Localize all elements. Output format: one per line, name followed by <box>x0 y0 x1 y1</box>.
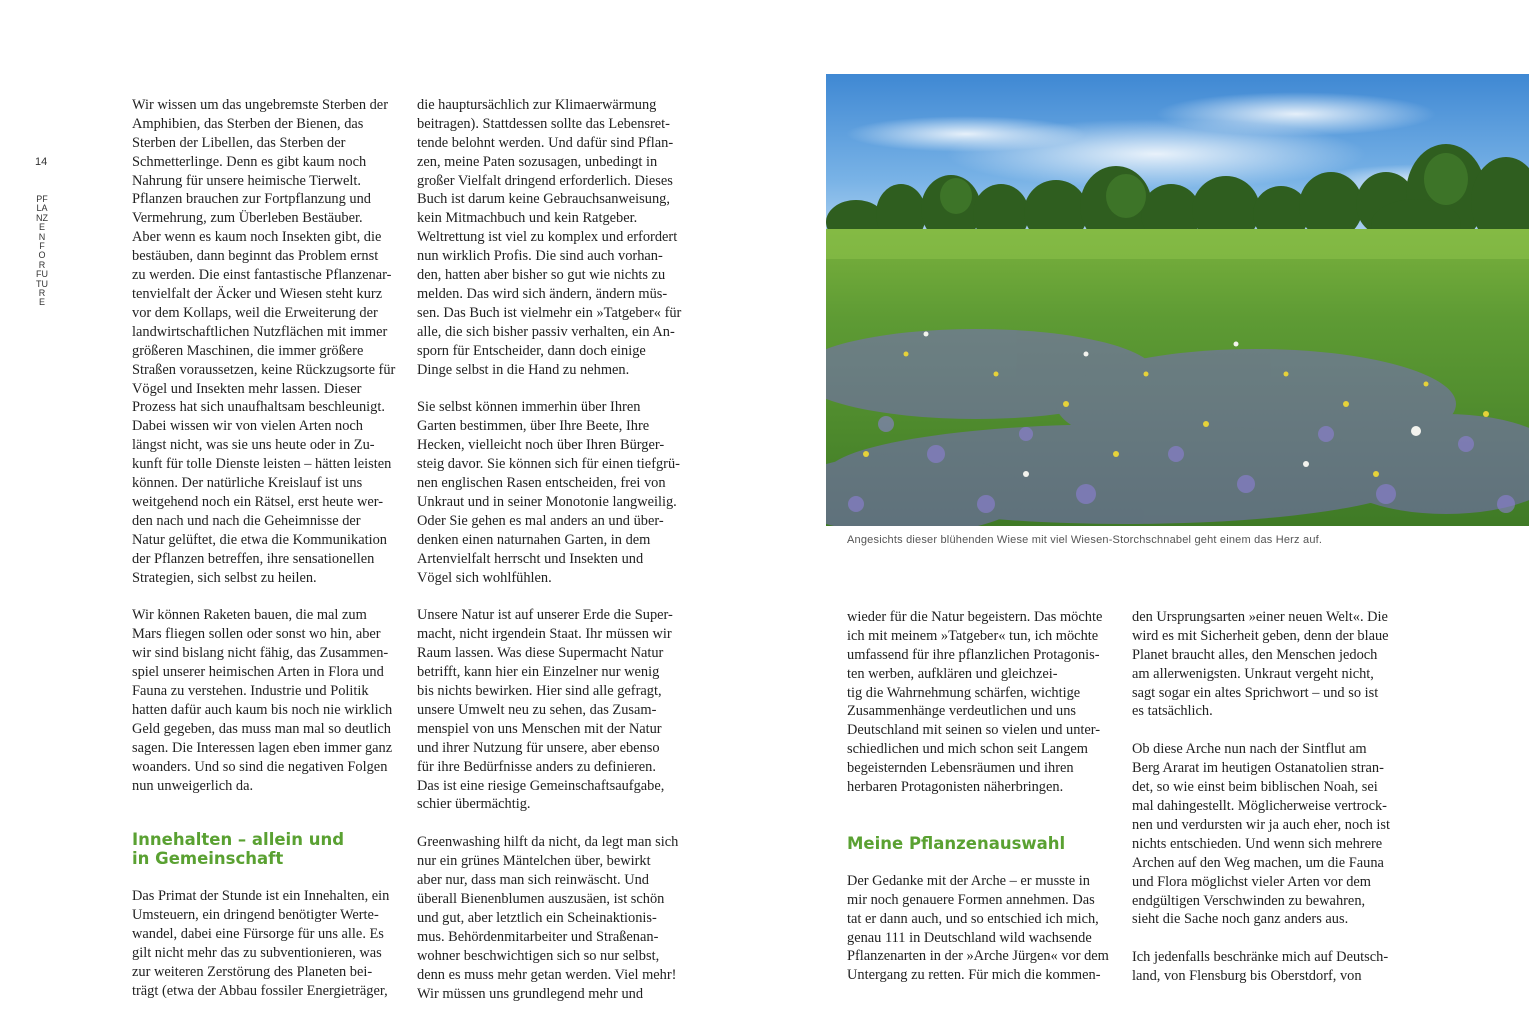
paragraph: den Ursprungsarten »einer neuen Welt«. Die wird es mit Sicherheit geben, denn der blaue Planet braucht alles, den Menschen jedoch am allerwenigsten. Unkraut vergeht nicht, sagt sogar ein altes Sprichwort – und so ist es tatsächlich. <box>1132 608 1389 720</box>
running-head: PFLANZEN FOR FUTURE <box>36 194 48 308</box>
meadow-photo <box>826 74 1529 526</box>
paragraph: wieder für die Natur begeistern. Das möchte ich mit meinem »Tatgeber« tun, ich möchte umfassend für ihre pflanzlichen Protagonis- ten werben, aufklären und gleichzei- tig die Wahrnehmung schärfen, wichtige Zusammenhänge verdeutlichen und uns Deutschland mit seinen so vielen und unter- schiedlichen und mich schon seit Langem begeisternden Lebensräumen und ihren herbaren Protagonisten näherbringen. <box>847 608 1103 796</box>
paragraph: Ich jedenfalls beschränke mich auf Deutsch- land, von Flensburg bis Oberstdorf, von <box>1132 949 1389 985</box>
paragraph: Wir können Raketen bauen, die mal zum Mars fliegen sollen oder sonst wo hin, aber wir sind bislang nicht fähig, das Zusammen- spiel unserer heimischen Arten in Flora und Fauna zu verstehen. Industrie und Politik hatten dafür auch kaum bis noch nie wirklich Geld gegeben, das muss man mal so deutlich sagen. Die Interessen lagen eben immer ganz woanders. Und so sind die negativen Folgen nun unweigerlich da. <box>132 607 393 794</box>
paragraph: die hauptursächlich zur Klimaerwärmung beitragen). Stattdessen sollte das Lebensret- tende belohnt werden. Und dafür sind Pflan- zen, meine Paten sozusagen, unbedingt in großer Vielfalt dringend erforderlich. Dieses Buch ist darum keine Gebrauchsanweisung, kein Mitmachbuch und kein Ratgeber. Weltrettung ist viel zu komplex und erfordert nun wirklich Profis. Die sind auch vorhan- den, hatten aber bisher so gut wie nichts zu melden. Das wird sich ändern, ändern müs- sen. Das Buch ist vielmehr ein »Tatgeber« für alle, die sich bisher passiv verhalten, ein An- sporn für Entscheider, dann doch einige Dinge selbst in die Hand zu nehmen. <box>417 96 682 378</box>
section-heading: Innehalten – allein und in Gemeinschaft <box>132 830 345 869</box>
paragraph: Das Primat der Stunde ist ein Innehalten, ein Umsteuern, ein dringend benötigter Werte- wandel, dabei eine Fürsorge für uns alle. Es gilt nicht mehr das zu subventionieren, was zur weiteren Zerstörung des Planeten bei- trägt (etwa der Abbau fossiler Energieträger, <box>132 888 390 999</box>
paragraph: Wir wissen um das ungebremste Sterben der Amphibien, das Sterben der Bienen, das Sterben der Libellen, das Sterben der Schmetterlinge. Denn es gibt kaum noch Nahrung für unsere heimische Tierwelt. Pflanzen brauchen zur Fortpflanzung und Vermehrung, zum Überleben Bestäuber. Aber wenn es kaum noch Insekten gibt, die bestäuben, dann beginnt das Problem ernst zu werden. Die einst fantastische Pflanzenar- tenvielfalt der Äcker und Wiesen steht kurz vor dem Kollaps, weil die Erweiterung der landwirtschaftlichen Nutzflächen mit immer größeren Maschinen, die immer größere Straßen voraussetzen, keine Rückzugsorte für Vögel und Insekten mehr lassen. Dieser Prozess hat sich unaufhaltsam beschleunigt. Dabei wissen wir von vielen Arten noch längst nicht, was sie uns heute oder in Zu- kunft für tolle Dienste leisten – hätten leisten können. Der natürliche Kreislauf ist uns weitgehend noch ein Rätsel, erst heute wer- den nach und nach die Geheimnisse der Natur gelüftet, die etwa die Kommunikation der Pflanzen betreffen, ihre sensationellen Strategien, sich selbst zu heilen. <box>132 96 396 586</box>
paragraph: Sie selbst können immerhin über Ihren Garten bestimmen, über Ihre Beete, Ihre Hecken, vielleicht noch über Ihren Bürger- steig davor. Sie können sich für einen tiefgrü- nen englischen Rasen entscheiden, frei von Unkraut und in seiner Monotonie langweilig. Oder Sie gehen es mal anders an und über- denken einen naturnahen Garten, in dem Artenvielfalt herrscht und Insekten und Vögel sich wohlfühlen. <box>417 399 680 586</box>
page-number: 14 <box>35 156 48 168</box>
section-heading: Meine Pflanzenauswahl <box>847 833 1066 853</box>
photo-caption: Angesichts dieser blühenden Wiese mit viel Wiesen-Storchschnabel geht einem das Herz auf. <box>847 534 1323 546</box>
text-column-4 <box>1132 589 1404 1005</box>
paragraph: Greenwashing hilft da nicht, da legt man sich nur ein grünes Mäntelchen über, bewirkt aber nur, dass man sich reinwäscht. Und überall Bienenblumen auszusäen, ist schön und gut, aber letztlich ein Scheinaktionis- mus. Behördenmitarbeiter und Straßenan- wohner beschwichtigen sich so nur selbst, denn es muss mehr getan werden. Viel mehr! Wir müssen uns grundlegend mehr und <box>417 834 679 1002</box>
text-column-1 <box>132 77 402 1020</box>
paragraph: Unsere Natur ist auf unserer Erde die Super- macht, nicht irgendein Staat. Ihr müssen wir Raum lassen. Was diese Supermacht Natur betrifft, kann hier ein Einzelner nur wenig bis nichts bewirken. Hier sind alle gefragt, unsere Umwelt neu zu sehen, das Zusam- menspiel von uns Menschen mit der Natur und ihrer Nutzung für unsere, aber ebenso für ihre Bedürfnisse anders zu definieren. Das ist eine riesige Gemeinschaftsaufgabe, schier übermächtig. <box>417 607 673 813</box>
text-column-3 <box>847 589 1119 1004</box>
paragraph: Ob diese Arche nun nach der Sintflut am Berg Ararat im heutigen Ostanatolien stran- det, so wie einst beim biblischen Noah, sei mal dahingestellt. Möglicherweise vertrock- nen und verdursten wir ja auch eher, noch ist nichts entschieden. Und wenn sich mehrere Archen auf den Weg machen, um die Fauna und Flora möglichst vieler Arten vor dem endgültigen Verschwinden zu bewahren, sieht die Sache noch ganz anders aus. <box>1132 741 1390 928</box>
paragraph: Der Gedanke mit der Arche – er musste in mir noch genauere Formen annehmen. Das tat er dann auch, und so entschied ich mich, genau 111 in Deutschland wild wachsende Pflanzenarten in der »Arche Jürgen« vor dem Untergang zu retten. Für mich die kommen- <box>847 872 1109 984</box>
text-column-2 <box>417 77 687 1022</box>
